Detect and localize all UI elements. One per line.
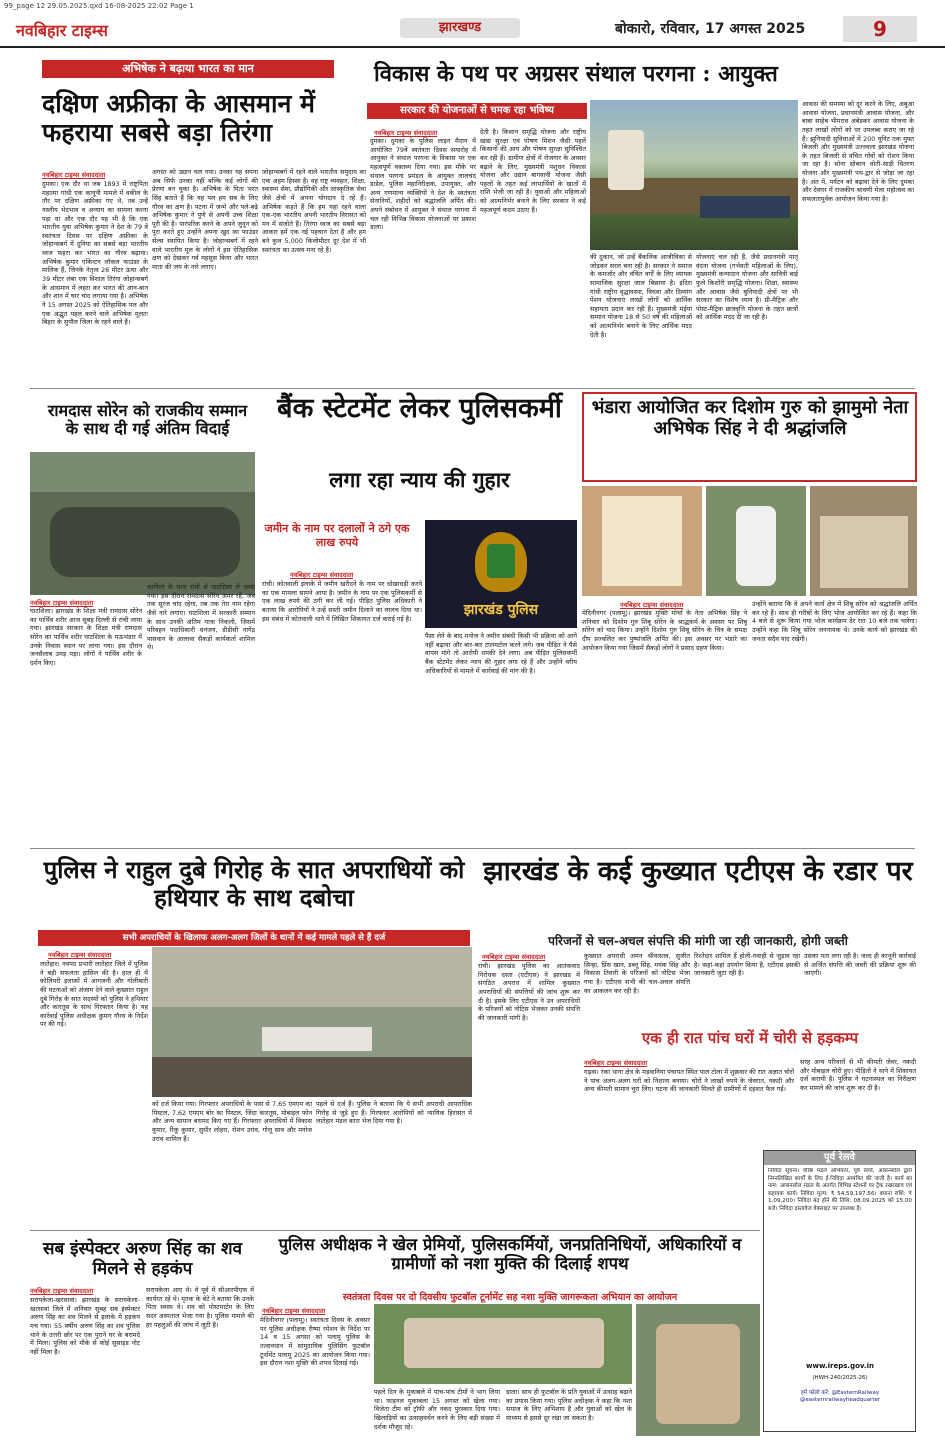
- story4-byline: नवबिहार टाइम्स संवाददाता: [290, 571, 354, 579]
- divider: [30, 1230, 760, 1231]
- story2-headline: विकास के पथ पर अग्रसर संथाल परगना : आयुक्त: [374, 61, 778, 87]
- ad-website[interactable]: www.ireps.gov.in: [806, 1362, 874, 1370]
- story6-photo: [152, 947, 472, 1097]
- story2-kicker: सरकार की योजनाओं से चमक रहा भविष्य: [367, 103, 587, 119]
- story9-col1: सरायकेला-खरसावां। झारखंड के सरायकेला-खरसावां जिले में शनिवार सुबह सब इंस्पेक्टर अरुण सिंह का शव मिलने से इलाके में हड़कंप मच गया। 55 वर्षीय अरुण सिंह का शव पुलिस थाने के उत्तरी छोर पर एक पुराने घर के बरामदे में मिला। पुलिस को मौके से कोई सुसाइड नोट नहीं मिला है।: [30, 1296, 140, 1356]
- story4-kicker: जमीन के नाम पर दलालों ने ठगे एक लाख रुपये: [264, 522, 410, 549]
- paper-name: नवबिहार टाइम्स: [16, 21, 108, 40]
- story10-headline: पुलिस अधीक्षक ने खेल प्रेमियों, पुलिसकर्मियों, जनप्रतिनिधियों, अधिकारियों व ग्रामीणों को नशा मुक्ति की दिलाई शपथ: [278, 1235, 742, 1273]
- story10-byline: नवबिहार टाइम्स संवाददाता: [262, 1307, 326, 1315]
- story7-col3: रिश्तेदार शामिल हैं होली-गवाही से जुड़ाव रहा है। कहां-कहां उपयोग किया है, एटीएस इसकी जानकारी जुटा रही है।: [694, 952, 800, 978]
- story5-col2: उन्होंने बताया कि वे अपने कार्य क्षेत्र में शिबू सोरेन को श्रद्धांजलि अर्पित कर रहे हैं। साथ ही गरीबों के लिए भोज आयोजित कर रहे हैं। कहा कि 4 बजे से शुरू किया गया भोज कार्यक्रम देर रात 10 बजे तक चलेगा। उन्होंने कहा कि शिबू सोरेन जननायक थे। उनके कार्य को झारखंड की जनता सदैव याद रखेगी।: [752, 600, 917, 643]
- story10-photo-2: [636, 1304, 760, 1436]
- divider: [30, 388, 915, 389]
- story8-col2: सरह अन्य परिवारों से भी कीमती जेवर, नकदी और मोबाइल चोरी हुए। पीड़ितों ने थाने में शिकायत दर्ज करायी है। पुलिस ने घटनास्थल का निरीक्षण कर मामले की जांच शुरू कर दी है।: [800, 1058, 916, 1092]
- story6-col2: को दर्ज किया गया। गिरफ्तार अपराधियों के पास से 7.65 एमएम का पिस्टल, 7.62 एमएम बोर का पिस्टल, जिंदा कारतूस, मोबाइल फोन और अन्य सामान बरामद किए गए हैं। गिरफ्तार अपराधियों में विकास कुमार, रिंकू कुमार, सुधीर लोहरा, रोशन उरांव, गोलू साव और मनोज उरांव शामिल हैं।: [152, 1100, 312, 1143]
- story8-col1: गढ़वा। रंका थाना क्षेत्र के मड़वानिया पंचायत स्थित पाल टोला में शुक्रवार की रात अज्ञात चोरों ने पांच अलग-अलग घरों को निशाना बनाया। चोरों ने लाखों रुपये के जेवरात, नकदी और अन्य कीमती सामान चुरा लिए। घटना की जानकारी मिलते ही ग्रामीणों में दहशत फैल गई।: [584, 1068, 794, 1094]
- ad-follow[interactable]: हमें फॉलो करें: @EasternRailway @easternrailwayheadquarter: [799, 1390, 881, 1404]
- logo-text: झारखंड पुलिस: [463, 602, 539, 618]
- story1-col1: दुमका। एक दौर था जब 1893 में राष्ट्रपिता महात्मा गांधी एक कानूनी मामले में वकील के तौर पर दक्षिण अफ्रीका गए थे, तब उन्हें नस्लीय भेदभाव व अन्याय का सामना करना पड़ा था और एक दौर यह भी है कि एक भारतीय युवा अभिषेक कुमार ने देश के 79 वें स्वतंत्रता दिवस पर दक्षिण अफ्रीका के जोहान्सबर्ग में दुनिया का सबसे बड़ा भारतीय ध्वज फहरा कर भारत का गौरव बढ़ाया। अभिषेक कुमार एकिंग्टन लॉकल फाउंडर के मालिक हैं, जिनके नेतृत्व 26 मीटर ऊंचा और 39 मीटर लंबा एक विशाल तिरंगा जोहान्सबर्ग के आसमान में लहरा कर भारत की आन-बान और शान में चार चांद लगाया गया है। अभिषेक ने 15 अगस्त 2025 को ऐतिहासिक पल और एक अद्भुत पहल करने वाले अभिषेक मूलतः बिहार के सुपौल जिला के रहने वाले हैं।: [42, 180, 148, 327]
- divider: [30, 848, 915, 849]
- story4-col2: पैसा लेने के बाद मनोज ने जमीन संबंधी किसी भी प्रक्रिया को आगे नहीं बढ़ाया और बार-बार टालमटोल करने लगे। जब पीड़ित ने पैसे वापस मांगे तो आरोपी धमकी देने लगा। अब पीड़ित पुलिसकर्मी बैंक स्टेटमेंट लेकर न्याय की गुहार लगा रहे हैं और उन्होंने वरीय अधिकारियों से मामले में कार्रवाई की मांग की है।: [425, 632, 577, 675]
- story6-kicker: सभी अपराधियों के खिलाफ अलग-अलग जिलों के थानों में कई मामले पहले से हैं दर्ज: [38, 930, 470, 946]
- story7-col4: उसका पता लगा रही है। जल्द ही कानूनी कार्रवाई से अर्जित संपत्ति की जब्ती की प्रक्रिया शुरू की जाएगी।: [804, 952, 916, 978]
- story1-col2: अगस्त को उद्यान चल गया। उनका यह सपना अब सिर्फ उनका नहीं बल्कि कई लोगों की प्रेरणा बन चुका है। अभिषेक के पिता भरत सिंह बताते हैं कि यह पल हम सब के लिए गौरव का क्षण है। पटना में जन्मे और पले-बढ़े अभिषेक कुमार ने पुणे से अपनी उच्च शिक्षा पूरी की है। पारंपरिक करने के अपने जुनून को पूरा करते हुए उन्होंने अपना खुद का फाउंडर सेल्स स्थापित किया है। जोहान्सबर्ग में रहने वाले भारतीय मूल के लोगों ने इस ऐतिहासिक क्षण को देखकर गर्व महसूस किया और भारत माता की जय के नारे लगाए।: [152, 168, 258, 272]
- story2-col2: देती है। किसान समृद्धि योजना और राष्ट्रीय खाद्य सुरक्षा एवं पोषण मिशन जैसी पहलें किसानों की आय और पोषण सुरक्षा सुनिश्चित कर रही हैं। ग्रामीण क्षेत्रों में रोजगार के अवसर बढ़ाने के लिए, मुख्यमंत्री पशुधन विकास योजना और उद्यान बागवानी योजना जैसी पहलों के तहत कई लाभार्थियों के खातों में राशि भेजी जा रही है। युवाओं और महिलाओं को आत्मनिर्भर बनाने के लिए सरकार ने कई महत्वपूर्ण कदम उठाए हैं।: [480, 128, 586, 214]
- story5-photo-1: [582, 486, 702, 596]
- story3-byline: नवबिहार टाइम्स संवाददाता: [30, 599, 94, 607]
- page-number: 9: [843, 16, 917, 42]
- story6-headline: पुलिस ने राहुल दुबे गिरोह के सात अपराधियों को हथियार के साथ दबोचा: [43, 855, 465, 912]
- story7-byline: नवबिहार टाइम्स संवाददाता: [482, 953, 546, 961]
- story9-byline: नवबिहार टाइम्स संवाददाता: [30, 1287, 94, 1295]
- story1-headline: दक्षिण अफ्रीका के आसमान में फहराया सबसे बड़ा तिरंगा: [42, 89, 315, 147]
- story2-col4: योजनाएं चल रही हैं, जैसे प्रधानमंत्री मातृ वंदना योजना (गर्भवती महिलाओं के लिए), मुख्यमंत्री कन्यादान योजना और सावित्री बाई फुले किशोरी समृद्धि योजना। शिक्षा, स्वास्थ्य और आवास जैसे बुनियादी क्षेत्रों पर भी सरकार का विशेष ध्यान है। प्री-मैट्रिक और पोस्ट-मैट्रिक छात्रवृत्ति योजना के तहत छात्रों को आर्थिक मदद दी जा रही है।: [696, 253, 798, 322]
- ad-code: (HWH-240/2025-26): [812, 1375, 868, 1381]
- ad-body: निविदा सूचना। वरिष्ठ मंडल अभियंता, पूर्व रेलवे, आसनसोल द्वारा निम्नलिखित कार्यों के लिए ई-निविदा आमंत्रित की जाती है। कार्य का नाम: आसनसोल मंडल के अंतर्गत विभिन्न स्टेशनों पर ट्रैक रखरखाव एवं सहायक कार्य। निविदा मूल्य: ₹ 54,59,197.56। बयाना राशि: ₹ 1,09,200। निविदा बंद होने की तिथि: 08.09.2025 को 15.00 बजे। निविदा दस्तावेज वेबसाइट पर उपलब्ध है।: [768, 1168, 912, 1212]
- story10-col1: मेदिनीनगर (पलामू)। स्वतंत्रता दिवस के अवसर पर पुलिस अधीक्षक रीष्मा रमेशन के निर्देश पर 14 व 15 अगस्त को पलामू पुलिस के तत्वावधान में सामुदायिक पुलिसिंग फुटबॉल टूर्नामेंट पलामू 2025 का आयोजन किया गया। इस दौरान नशा मुक्ति की शपथ दिलाई गई।: [260, 1316, 370, 1368]
- story5-headline: भंडारा आयोजित कर दिशोम गुरु को झामुमो नेता अभिषेक सिंह ने दी श्रद्धांजलि: [591, 397, 909, 439]
- story6-col1: लातेहार। नवपद प्रभारी लातेहार जिले में पुलिस ने बड़ी सफलता हासिल की है। हाल ही में कोलियरी इलाकों में आगजनी और गोलीबारी की घटनाओं को अंजाम देने वाले कुख्यात राहुल दुबे गिरोह के सात सदस्यों को पुलिस ने हथियार और कारतूस के साथ गिरफ्तार किया है। यह कार्रवाई पुलिस अधीक्षक कुमार गौरव के निर्देश पर की गई।: [40, 960, 148, 1029]
- story5-byline: नवबिहार टाइम्स संवाददाता: [620, 601, 684, 609]
- story3-headline: रामदास सोरेन को राजकीय सम्मान के साथ दी गई अंतिम विदाई: [47, 401, 248, 439]
- story2-col1: दुमका। दुमका के पुलिस लाइन मैदान में आयोजित 79वें स्वतंत्रता दिवस समारोह में आयुक्त ने संथाल परगना के विकास पर एक महत्वपूर्ण वक्तव्य दिया गया। इस मौके पर संथाल परगना प्रमंडल के आयुक्त लालचंद डाडेल, पुलिस महानिरीक्षक, उपायुक्त, और अन्य गणमान्य व्यक्तियों ने देश के स्वतंत्रता सेनानियों, शहीदों को श्रद्धांजलि अर्पित की। अपने संबोधन में आयुक्त ने संथाल परगना में चल रही विभिन्न विकास योजनाओं पर प्रकाश डाला।: [370, 137, 476, 232]
- story2-byline: नवबिहार टाइम्स संवाददाता: [374, 129, 438, 137]
- story4-headline-2: लगा रहा न्याय की गुहार: [329, 467, 510, 492]
- story6-col3: पहले से दर्ज हैं। पुलिस ने बताया कि ये सभी अपराधी आपराधिक गिरोह से जुड़े हुए हैं। गिरफ्तार आरोपियों को न्यायिक हिरासत में लातेहार मंडल कारा भेज दिया गया है।: [316, 1100, 472, 1126]
- jharkhand-police-logo: [425, 520, 577, 628]
- story7-col1: रांची। झारखंड पुलिस का आतंकवाद निरोधक दस्ता (एटीएस) ने झारखंड में संगठित अपराध में शामिल कुख्यात अपराधियों की संपत्तियों की जांच शुरू कर दी है। इसके लिए एटीएस ने उन अपराधियों के परिजनों को नोटिस भेजकर उनकी संपत्ति की जानकारी मांगी है।: [478, 962, 580, 1022]
- print-line: 99_page 12 29.05.2025.qxd 16-08-2025 22:02 Page 1: [0, 0, 945, 14]
- story1-byline: नवबिहार टाइम्स संवाददाता: [42, 171, 106, 179]
- story3-photo: [30, 452, 255, 595]
- story5-col1: मेदिनीनगर (पलामू)। झारखंड मुक्ति मोर्चा के नेता अभिषेक सिंह ने शनिवार को दिशोम गुरु शिबू सोरेन के श्राद्धकर्म के अवसर पर शिबू सोरेन को याद किया। उन्होंने दिशोम गुरु शिबू सोरेन के चित्र के समक्ष दीप प्रज्वलित कर पुष्पांजलि अर्पित की। इस अवसर पर भंडारे का आयोजन किया गया जिसमें सैकड़ों लोगों ने प्रसाद ग्रहण किया।: [582, 609, 747, 652]
- story7-col2: कुख्यात अपराधी अमन श्रीवास्तव, सुजीत सिन्हा, प्रिंस खान, डब्लू सिंह, मयंक सिंह और विकास तिवारी के परिजनों को नोटिस भेजा गया है। एटीएस सभी की चल-अचल संपत्ति का आकलन कर रही है।: [584, 952, 690, 995]
- edition-date: बोकारो, रविवार, 17 अगस्त 2025: [615, 21, 806, 37]
- story10-kicker: स्वतंत्रता दिवस पर दो दिवसीय फुटबॉल टूर्नामेंट सह नशा मुक्ति जागरूकता अभियान का आयोजन: [342, 1292, 678, 1303]
- story9-headline: सब इंस्पेक्टर अरुण सिंह का शव मिलने से हड़कंप: [42, 1239, 243, 1279]
- story10-col3: डाला। साथ ही फुटबॉल के प्रति युवाओं में उत्साह बढ़ाने का प्रयास किया गया। पुलिस अधीक्षक ने कहा कि नशा समाज के लिए अभिशाप है और युवाओं को खेल के माध्यम से इससे दूर रखा जा सकता है।: [506, 1388, 632, 1422]
- story6-byline: नवबिहार टाइम्स संवाददाता: [48, 951, 112, 959]
- story3-col1: घाटशिला। झारखंड के शिक्षा मंत्री रामदास सोरेन का पार्थिव शरीर आज सुबह दिल्ली से रांची लाया गया। झारखंड सरकार के शिक्षा मंत्री रामदास सोरेन का पार्थिव शरीर घाटशिला के मऊभंडार में उनके निवास स्थान पर लाया गया। इस दौरान जनसैलाब उमड़ पड़ा। लोगों ने पार्थिव शरीर के दर्शन किए।: [30, 607, 142, 667]
- story9-col2: सरायकेला आए थे। वे पूर्व में सीआरपीएफ में कार्यरत रहे थे। मृतक के बेटे ने बताया कि उनके पिता स्वस्थ थे। शव को पोस्टमार्टम के लिए सदर अस्पताल भेजा गया है। पुलिस मामले की हर पहलुओं की जांच में जुटी है।: [146, 1286, 254, 1329]
- story10-photo-1: [374, 1304, 632, 1384]
- story2-photo: [590, 100, 798, 250]
- story4-col1: रांची। कोतवाली इलाके में जमीन खरीदने के नाम पर धोखाधड़ी करने का एक मामला सामने आया है। जमीन के नाम पर एक पुलिसकर्मी से एक लाख रुपये की ठगी कर ली गई। पीड़ित पुलिस अधिकारी ने बताया कि आरोपियों ने उन्हें सस्ती जमीन दिलाने का लालच दिया था। इस संबंध में कोतवाली थाने में लिखित शिकायत दर्ज कराई गई है।: [262, 580, 422, 623]
- story1-col3: जोहान्सबर्ग में रहने वाले भारतीय समुदाय का एक अहम हिस्सा है। वह राष्ट्र व्यवहार, शिक्षा, स्वास्थ्य सेवा, प्रौद्योगिकी और सांस्कृतिक सेवा जैसे क्षेत्रों में अपना योगदान दे रहे हैं। अभिषेक कहते हैं कि हम यहां रहने वाला एक-एक भारतीय अपनी भारतीय विरासत को मन में संजोते हैं। तिरंगा ध्वज का सबसे बड़ा आकार हमें एक नई पहचान देता है और हम बने कुल 5,000 किलोमीटर दूर देश में भी स्वतंत्रता का उत्सव मना रहे हैं।: [262, 168, 366, 254]
- story8-byline: नवबिहार टाइम्स संवाददाता: [584, 1059, 648, 1067]
- story8-headline: एक ही रात पांच घरों में चोरी से हड़कम्प: [641, 1029, 859, 1047]
- story4-headline-1: बैंक स्टेटमेंट लेकर पुलिसकर्मी: [277, 393, 562, 424]
- section-label: झारखण्ड: [400, 18, 520, 38]
- story5-photo-3: [810, 486, 917, 596]
- story1-kicker: अभिषेक ने बढ़ाया भारत का मान: [42, 60, 334, 78]
- story7-headline: झारखंड के कई कुख्यात एटीएस के रडार पर: [483, 856, 913, 887]
- story2-col5: आवास की समस्या को दूर करने के लिए, अबुआ आवास योजना, प्रधानमंत्री आवास योजना, और बाबा साहेब भीमराव अंबेडकर आवास योजना के तहत लाखों लोगों को पर उपलब्ध कराए जा रहे हैं। झुनियादी सुविधाओं में 200 यूनिट तक मुफ्त बिजली और मुख्यमंत्री उज्ज्वला झारखंड योजना के तहत बिजली से वंचित गाँवों को रोशन किया जा रहा है। सोना सोबरन धोती-साड़ी वितरण योजना और मुख्यमंत्री पथ-द्वार से जोड़ा जा रहा है। अंत में, पर्यटन को बढ़ावा देने के लिए दुमका और देवघर में राजकीय श्रावणी मेला महोत्सव का सफलतापूर्वक आयोजन किया गया है।: [802, 100, 914, 204]
- story10-col2: पहले दिन के मुकाबले में पांच-पांच टीमों ने भाग लिया था। फाइनल मुकाबला 15 अगस्त को खेला गया। विजेता टीम को ट्रॉफी और नकद पुरस्कार दिया गया। खिलाड़ियों का उत्साहवर्धन करने के लिए बड़ी संख्या में दर्शक मौजूद रहे।: [374, 1388, 500, 1431]
- story5-photo-2: [706, 486, 806, 596]
- story7-kicker: परिजनों से चल-अचल संपत्ति की मांगी जा रही जानकारी, होगी जब्ती: [548, 934, 848, 948]
- story2-col3: की दुकान, जो उन्हें बैंकलिंक आजीविका से जोड़कर सरल बना रही है। सरकार ने समाज के कमजोर और वंचित वर्गों के लिए व्यापक सामाजिक सुरक्षा जाल बिछाया है। इंदिरा गांधी राष्ट्रीय वृद्धावस्था, विधवा और दिव्यांग पेंशन योजनाएं लाखों लोगों को आर्थिक सहायता प्रदान कर रही हैं। मुख्यमंत्री मंईयां सम्मान योजना 18 से 50 वर्ष की महिलाओं को आत्मनिर्भर बनाने के लिए आर्थिक मदद देती है।: [590, 253, 692, 339]
- story3-col2: काफिले के साथ रांची से घाटशिला ले जाया गया। इस दौरान रामदास सोरेन अमर रहें, जब तक सूरज चांद रहेगा, तब तक तेरा नाम रहेगा जैसे नारे लगाए। घाटशिला में सरकारी सम्मान के साथ उनकी अंतिम यात्रा निकली, जिसमें परिवहन पदाधिकारी धनंजय, डीडीसी नागेंद्र पासवान के आलावा सैकड़ों कार्यकर्ता शामिल थे।: [147, 583, 255, 652]
- ad-title: पूर्व रेलवे: [764, 1151, 915, 1165]
